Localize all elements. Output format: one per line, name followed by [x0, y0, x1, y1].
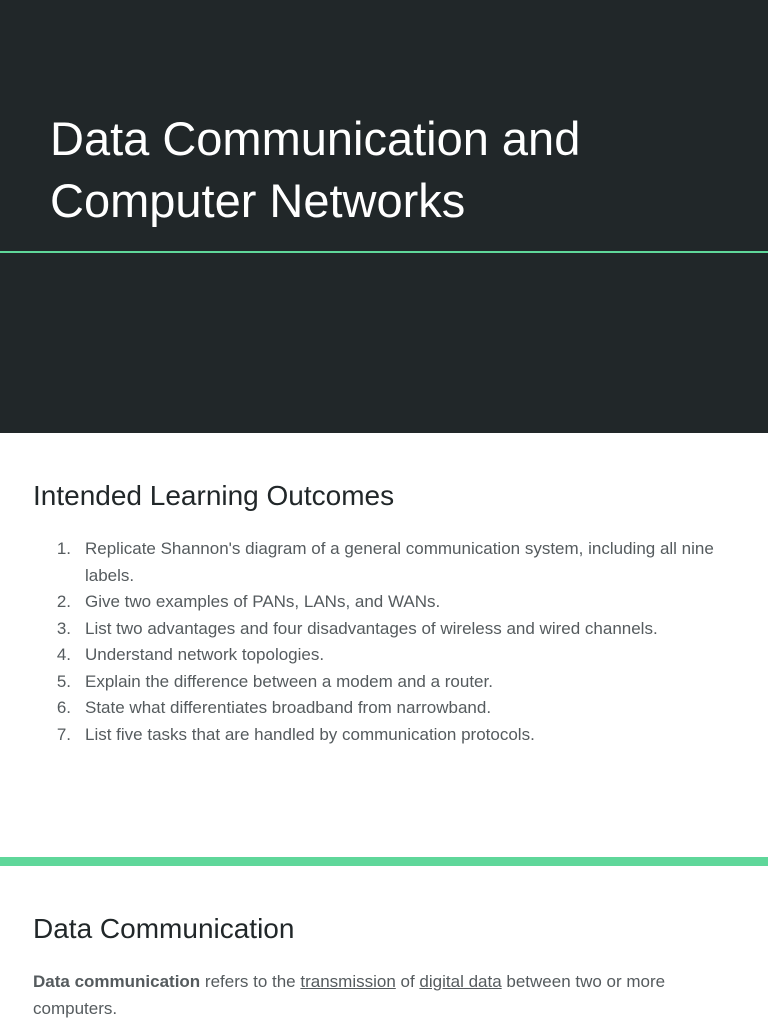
list-item-number: 2.	[56, 592, 71, 611]
definition-paragraph	[33, 969, 733, 1022]
list-item-number: 6.	[56, 698, 71, 717]
list-item	[33, 589, 733, 616]
list-item	[33, 616, 733, 643]
list-item	[33, 722, 733, 749]
definition-text: refers to the	[200, 972, 301, 991]
title-divider	[0, 251, 768, 253]
definition-text: of	[395, 972, 420, 991]
list-item-number: 5.	[56, 671, 71, 691]
outcomes-heading: Intended Learning Outcomes	[33, 480, 395, 511]
list-item-number: 3.	[56, 618, 71, 638]
presentation-title: Data Communication and Computer Networks	[50, 112, 581, 227]
list-item-text: Understand network topologies.	[85, 645, 325, 664]
list-item	[33, 642, 733, 669]
outcomes-list	[33, 536, 733, 748]
list-item-text: List five tasks that are handled by communication protocols.	[85, 724, 535, 744]
data-communication-heading: Data Communication	[33, 913, 295, 944]
section-divider	[0, 857, 768, 866]
list-item-number: 1.	[56, 539, 71, 558]
list-item-text: Give two examples of PANs, LANs, and WANs.	[85, 592, 441, 611]
digital-data-link[interactable]: digital data	[419, 972, 502, 991]
data-communication-slide	[0, 866, 768, 1024]
list-item-text: List two advantages and four disadvantages of wireless and wired channels.	[85, 618, 658, 638]
title-slide	[0, 0, 768, 433]
defined-term: Data communication	[33, 972, 201, 991]
list-item	[33, 536, 733, 589]
definition-text: between two or more computers.	[33, 972, 666, 1018]
list-item-text: Explain the difference between a modem and a router.	[85, 671, 493, 691]
outcomes-slide	[0, 433, 768, 857]
list-item-text: Replicate Shannon's diagram of a general communication system, including all nine labels.	[85, 539, 714, 585]
list-item-number: 4.	[56, 645, 71, 664]
list-item	[33, 695, 733, 722]
transmission-link[interactable]: transmission	[300, 972, 396, 991]
list-item-text: State what differentiates broadband from narrowband.	[85, 698, 492, 717]
list-item-number: 7.	[56, 724, 71, 744]
list-item	[33, 669, 733, 696]
